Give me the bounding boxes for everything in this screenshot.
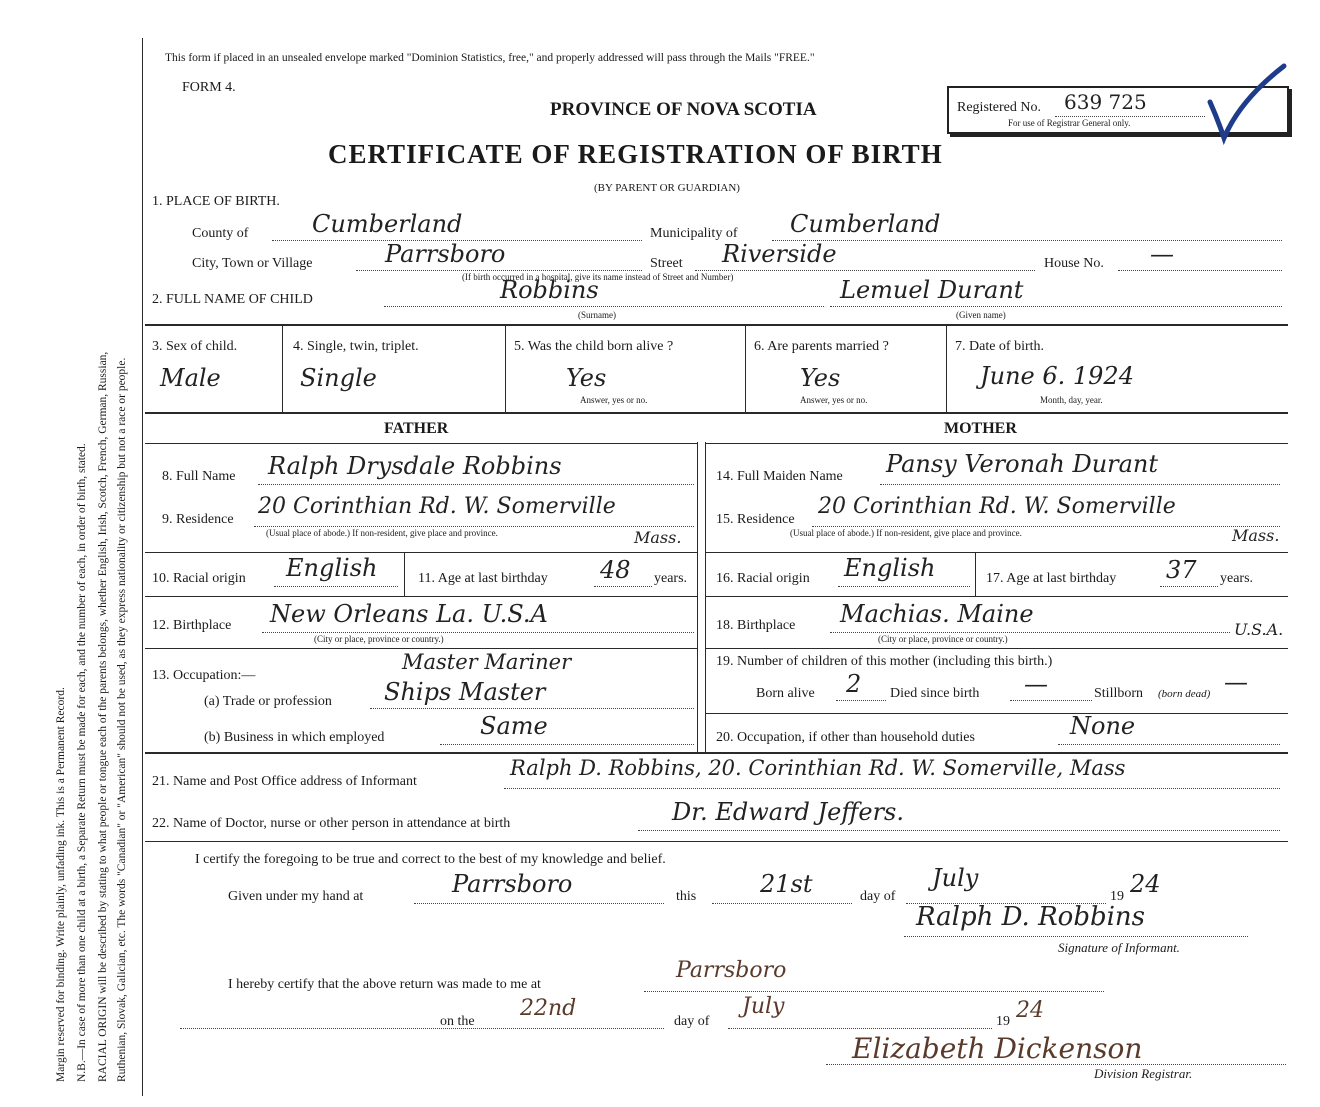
given-under-label: Given under my hand at <box>228 889 364 904</box>
house-dash: — <box>1150 240 1174 268</box>
municipality-line <box>772 240 1282 241</box>
street-line <box>695 270 1035 271</box>
mother-birthplace-label: 18. Birthplace <box>716 618 796 633</box>
informant-value: Ralph D. Robbins, 20. Corinthian Rd. W. Somerville, Mass <box>510 756 1126 780</box>
city-line <box>356 270 642 271</box>
mother-residence-line <box>812 526 1280 527</box>
mother-name-label: 14. Full Maiden Name <box>716 469 843 484</box>
given-month: July <box>932 864 979 892</box>
mother-occupation-line <box>1058 744 1280 745</box>
alive-value: Yes <box>566 364 607 392</box>
father-residence-line <box>254 526 694 527</box>
informant-signature-line <box>904 936 1248 937</box>
rule-father-2 <box>145 552 697 553</box>
father-years: years. <box>654 571 688 586</box>
binding-margin-line <box>142 38 143 1096</box>
father-race: English <box>286 554 378 582</box>
mother-occupation: None <box>1070 712 1136 740</box>
column-divider-b <box>705 442 706 752</box>
mother-occupation-label: 20. Occupation, if other than household duties <box>716 730 975 745</box>
born-alive-value: 2 <box>846 670 862 698</box>
given-day-line <box>712 903 852 904</box>
father-business: Same <box>480 712 548 740</box>
dob-caption: Month, day, year. <box>1040 395 1103 405</box>
rule-certification-top <box>145 841 1288 842</box>
registrar-caption: Division Registrar. <box>1094 1066 1193 1081</box>
street-label: Street <box>650 256 683 271</box>
father-age-label: 11. Age at last birthday <box>418 571 548 586</box>
municipality-value: Cumberland <box>790 210 941 238</box>
margin-note-3: RACIAL ORIGIN will be described by stating to what people or tongue each of the parents belongs, whether English, Irish, Scotch, French, German, Russian, <box>97 351 109 1082</box>
rule-parents-top <box>145 412 1288 414</box>
rule-sex-row-top <box>145 324 1288 326</box>
stillborn-note: (born dead) <box>1158 688 1211 700</box>
margin-note-1: Margin reserved for binding. Write plainly, unfading ink. This is a Permanent Record. <box>55 687 67 1082</box>
father-name-label: 8. Full Name <box>162 469 236 484</box>
father-trade: Ships Master <box>384 678 546 706</box>
informant-line <box>504 788 1280 789</box>
province-heading: PROVINCE OF NOVA SCOTIA <box>550 99 817 120</box>
registrar-signature: Elizabeth Dickenson <box>852 1032 1143 1065</box>
father-residence: 20 Corinthian Rd. W. Somerville <box>258 494 616 519</box>
stillborn-value: — <box>1224 668 1248 696</box>
father-heading: FATHER <box>384 420 449 437</box>
father-residence-label: 9. Residence <box>162 512 234 527</box>
rule-mother-2 <box>705 552 1288 553</box>
doctor-line <box>638 830 1280 831</box>
city-value: Parrsboro <box>385 240 506 268</box>
certificate-subtitle: (BY PARENT OR GUARDIAN) <box>594 182 740 194</box>
mother-race-label: 16. Racial origin <box>716 571 810 586</box>
plurality-label: 4. Single, twin, triplet. <box>293 339 419 354</box>
father-birthplace-line <box>262 632 694 633</box>
father-birthplace-caption: (City or place, province or country.) <box>314 634 444 644</box>
rule-father-3 <box>145 596 697 597</box>
given-place: Parrsboro <box>452 870 573 898</box>
registrar-month-line <box>728 1028 992 1029</box>
margin-note-2: N.B.—In case of more than one child at a birth, a Separate Return must be made for each, and the number of each, in order of birth, stated. <box>76 443 88 1082</box>
rule-father-4 <box>145 648 697 649</box>
mother-years: years. <box>1220 571 1254 586</box>
given-place-line <box>414 903 664 904</box>
informant-signature-caption: Signature of Informant. <box>1058 940 1180 955</box>
form-number: FORM 4. <box>182 80 236 95</box>
father-birthplace: New Orleans La. U.S.A <box>270 600 548 628</box>
child-given-name: Lemuel Durant <box>840 276 1024 304</box>
county-value: Cumberland <box>312 210 463 238</box>
registrar-place-line <box>644 991 1104 992</box>
mother-name-line <box>880 484 1280 485</box>
street-value: Riverside <box>722 240 837 268</box>
doctor-value: Dr. Edward Jeffers. <box>672 798 904 826</box>
informant-signature: Ralph D. Robbins <box>916 902 1146 932</box>
father-trade-label: (a) Trade or profession <box>204 694 332 709</box>
died-value: — <box>1024 670 1048 698</box>
rule-informant-top <box>145 752 1288 754</box>
mother-abode-note: (Usual place of abode.) If non-resident, give place and province. <box>790 528 1022 538</box>
mail-note: This form if placed in an unsealed envelope marked "Dominion Statistics, free," and properly addressed will pass through the Mails "FREE." <box>165 52 815 64</box>
alive-label: 5. Was the child born alive ? <box>514 339 674 354</box>
city-label: City, Town or Village <box>192 256 313 271</box>
mother-age-label: 17. Age at last birthday <box>986 571 1117 586</box>
mother-birthplace-line <box>830 632 1230 633</box>
father-age-line <box>594 586 652 587</box>
certify-statement: I certify the foregoing to be true and correct to the best of my knowledge and belief. <box>195 852 666 867</box>
given-line <box>830 306 1282 307</box>
dob-label: 7. Date of birth. <box>955 339 1045 354</box>
given-day: 21st <box>760 870 813 898</box>
alive-caption: Answer, yes or no. <box>580 395 648 405</box>
house-line <box>1118 270 1282 271</box>
plurality-value: Single <box>300 364 377 392</box>
married-value: Yes <box>800 364 841 392</box>
mother-residence: 20 Corinthian Rd. W. Somerville <box>818 494 1176 519</box>
registrar-day-line <box>180 1028 664 1029</box>
mother-age-line <box>1160 586 1218 587</box>
sex-value: Male <box>160 364 221 392</box>
child-name-label: 2. FULL NAME OF CHILD <box>152 292 313 307</box>
sex-label: 3. Sex of child. <box>152 339 238 354</box>
county-label: County of <box>192 226 249 241</box>
registrar-year-prefix: 19 <box>996 1014 1010 1029</box>
married-label: 6. Are parents married ? <box>754 339 889 354</box>
mother-residence-extra: Mass. <box>1232 526 1280 545</box>
mother-heading: MOTHER <box>944 420 1017 437</box>
father-race-divider <box>404 553 405 596</box>
registered-label: Registered No. <box>957 100 1041 115</box>
rule-mother-3 <box>705 596 1288 597</box>
on-the-label: on the <box>440 1014 475 1029</box>
mother-race-line <box>838 586 970 587</box>
given-year-prefix: 19 <box>1110 889 1124 904</box>
born-alive-label: Born alive <box>756 686 815 701</box>
registrar-note: For use of Registrar General only. <box>1008 118 1131 128</box>
father-business-label: (b) Business in which employed <box>204 730 385 745</box>
registered-line <box>1055 116 1205 117</box>
divider-3 <box>745 326 746 412</box>
divider-1 <box>282 326 283 412</box>
column-divider-a <box>697 442 698 752</box>
municipality-label: Municipality of <box>650 226 738 241</box>
born-alive-line <box>836 700 886 701</box>
dob-value: June 6. 1924 <box>980 362 1134 390</box>
certificate-title: CERTIFICATE OF REGISTRATION OF BIRTH <box>328 139 943 169</box>
rule-mother-5 <box>705 713 1288 714</box>
father-trade-line <box>370 708 694 709</box>
divider-4 <box>946 326 947 412</box>
mother-birthplace-extra: U.S.A. <box>1234 620 1284 639</box>
mother-birthplace-caption: (City or place, province or country.) <box>878 634 1008 644</box>
day-of-label: day of <box>860 889 896 904</box>
stillborn-label: Stillborn <box>1094 686 1144 701</box>
informant-label: 21. Name and Post Office address of Informant <box>152 774 417 789</box>
mother-birthplace: Machias. Maine <box>840 600 1034 628</box>
father-race-label: 10. Racial origin <box>152 571 246 586</box>
father-race-line <box>274 586 398 587</box>
house-label: House No. <box>1044 256 1104 271</box>
registrar-day-of-label: day of <box>674 1014 710 1029</box>
father-occupation-label: 13. Occupation:— <box>152 668 256 683</box>
married-caption: Answer, yes or no. <box>800 395 868 405</box>
mother-race-divider <box>975 553 976 596</box>
check-mark-icon <box>1200 60 1290 150</box>
hospital-note: (If birth occurred in a hospital, give its name instead of Street and Number) <box>462 272 734 282</box>
place-of-birth-heading: 1. PLACE OF BIRTH. <box>152 194 280 209</box>
child-surname: Robbins <box>500 276 599 304</box>
registrar-day: 22nd <box>520 996 577 1021</box>
registrar-place: Parrsboro <box>676 958 787 983</box>
rule-father-1 <box>145 443 697 444</box>
father-business-line <box>440 744 694 745</box>
father-birthplace-label: 12. Birthplace <box>152 618 232 633</box>
rule-mother-1 <box>705 443 1288 444</box>
father-residence-extra: Mass. <box>634 528 682 547</box>
registrar-month: July <box>742 994 785 1019</box>
father-occupation-note: Master Mariner <box>402 650 572 674</box>
surname-caption: (Surname) <box>578 310 616 320</box>
mother-children-label: 19. Number of children of this mother (including this birth.) <box>716 654 1053 669</box>
registrar-statement: I hereby certify that the above return was made to me at <box>228 977 541 992</box>
mother-age: 37 <box>1166 556 1197 584</box>
mother-residence-label: 15. Residence <box>716 512 795 527</box>
father-name-line <box>258 484 694 485</box>
died-line <box>1010 700 1092 701</box>
died-label: Died since birth <box>890 686 980 701</box>
given-year: 24 <box>1130 870 1161 898</box>
father-age: 48 <box>600 556 631 584</box>
registered-number: 639 725 <box>1064 90 1147 114</box>
rule-mother-4 <box>705 648 1288 649</box>
surname-line <box>384 306 824 307</box>
margin-note-4: Ruthenian, Slovak, Galician, etc. The words "Canadian" or "American" should not be used, as they express nationality or citizenship but not a race or people. <box>116 357 128 1082</box>
this-label: this <box>676 889 697 904</box>
given-caption: (Given name) <box>956 310 1006 320</box>
registrar-signature-line <box>826 1064 1286 1065</box>
registrar-year: 24 <box>1016 998 1044 1023</box>
divider-2 <box>505 326 506 412</box>
doctor-label: 22. Name of Doctor, nurse or other person in attendance at birth <box>152 816 511 831</box>
mother-race: English <box>844 554 936 582</box>
father-name: Ralph Drysdale Robbins <box>268 452 562 480</box>
mother-name: Pansy Veronah Durant <box>886 450 1159 478</box>
father-abode-note: (Usual place of abode.) If non-resident, give place and province. <box>266 528 498 538</box>
